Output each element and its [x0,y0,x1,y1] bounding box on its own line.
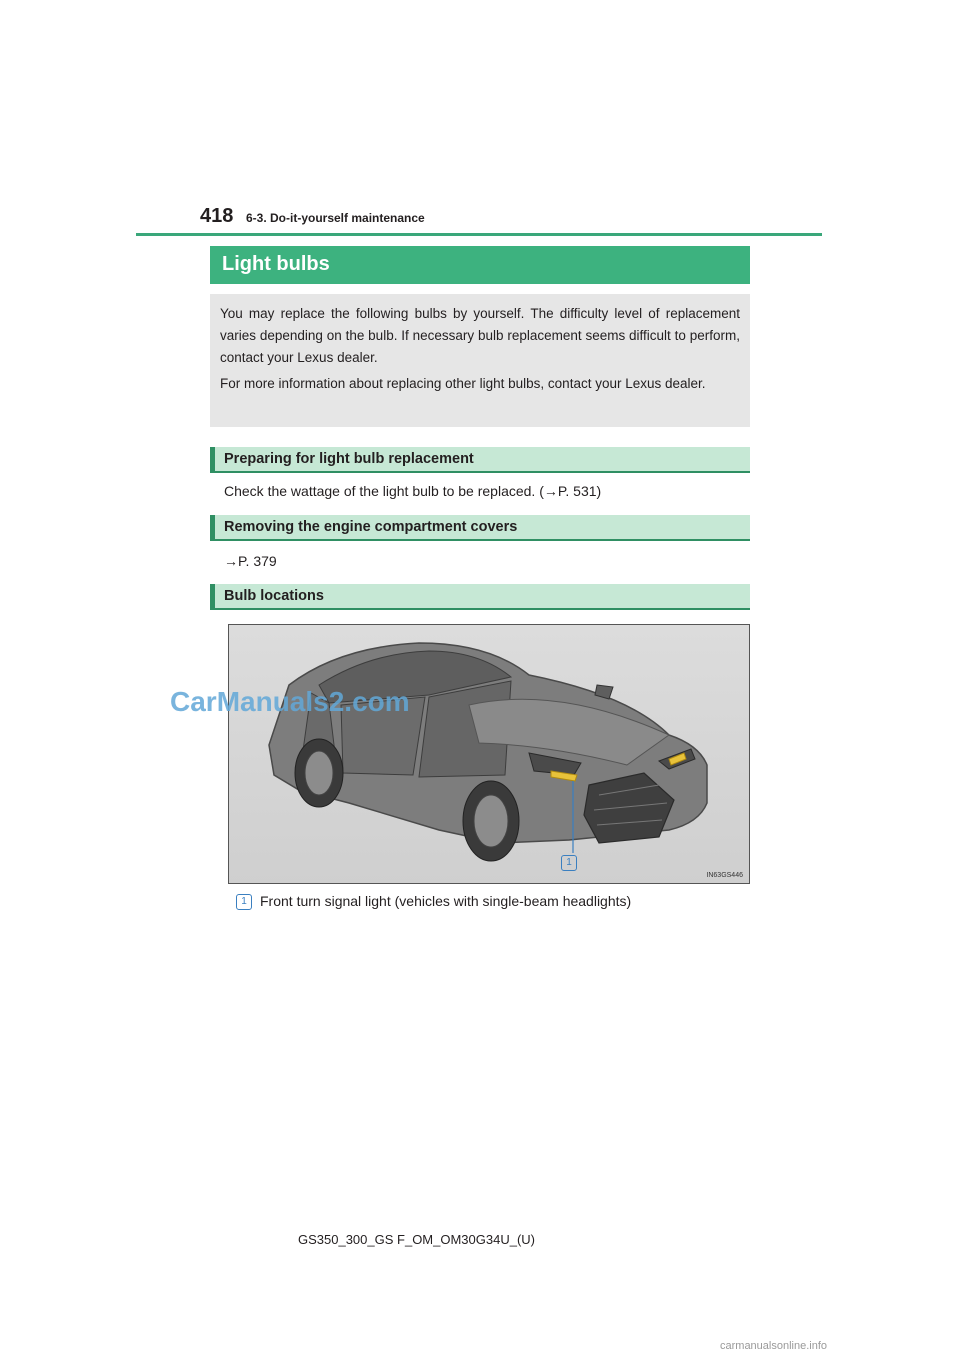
intro-paragraph: For more information about replacing other light bulbs, contact your Lexus dealer. [220,376,706,391]
subsection-title: Bulb locations [224,588,324,604]
watermark-bottom: carmanualsonline.info [720,1340,828,1352]
subsection-title: Preparing for light bulb replacement [224,451,474,467]
figure-code: IN63GS446 [706,872,743,879]
footer-text: GS350_300_GS F_OM_OM30G34U_(U) [298,1232,535,1247]
subsection-heading [210,584,750,610]
subsection-heading [210,515,750,541]
body-text: →P. 379 [224,553,277,569]
header-rule [136,233,822,236]
car-illustration [229,625,750,884]
heading-bar [210,515,215,539]
chapter-title: 6-3. Do-it-yourself maintenance [246,211,425,225]
legend-marker: 1 [236,894,252,910]
legend-text: Front turn signal light (vehicles with single-beam headlights) [260,893,632,909]
subsection-title: Removing the engine compartment covers [224,519,518,535]
intro-box [210,294,750,427]
callout-marker: 1 [561,855,577,871]
watermark-text: CarManuals2.com [170,686,410,717]
bulb-location-figure [228,624,750,884]
subsection-heading [210,447,750,473]
heading-bar [210,447,215,471]
intro-paragraph: You may replace the following bulbs by yourself. The difficulty level of replacement varies depending on the bulb. If necessary bulb replacement seems difficult to perform, contact your Lexus dealer. [220,306,740,365]
body-text: Check the wattage of the light bulb to be replaced. (→P. 531) [224,483,602,499]
page-number: 418 [200,205,234,227]
section-title: Light bulbs [222,253,330,275]
heading-bar [210,584,215,608]
section-banner [210,246,750,284]
